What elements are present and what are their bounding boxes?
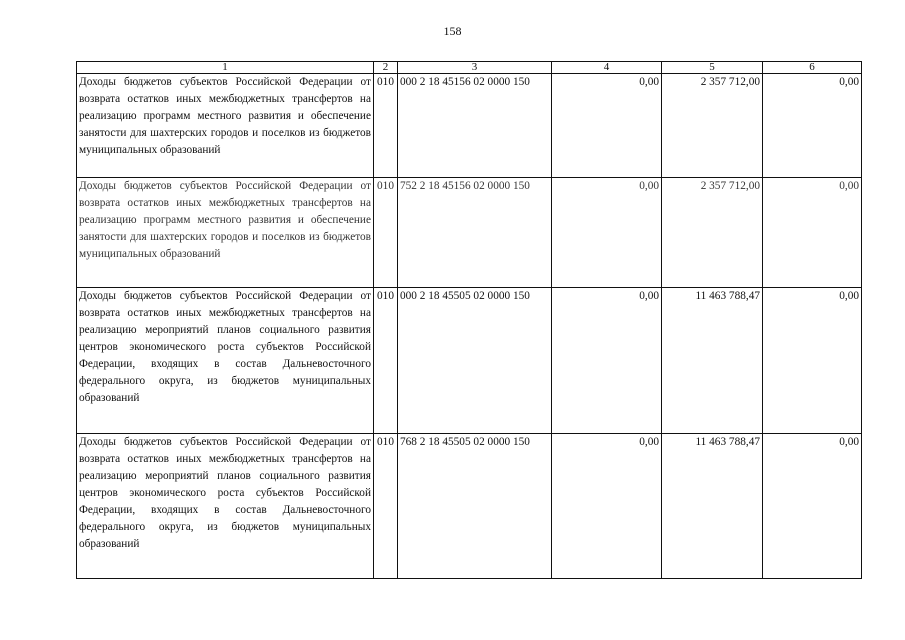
- page-number: 158: [443, 24, 462, 38]
- value-col5-cell: 2 357 712,00: [662, 74, 763, 178]
- budget-class-code-cell: 768 2 18 45505 02 0000 150: [398, 434, 552, 579]
- budget-table: [76, 61, 862, 579]
- budget-class-code-cell: 000 2 18 45156 02 0000 150: [398, 74, 552, 178]
- value-col6-cell: 0,00: [763, 74, 862, 178]
- line-code-cell: 010: [374, 288, 398, 434]
- value-col4-cell: 0,00: [552, 178, 662, 288]
- budget-class-code-cell: 000 2 18 45505 02 0000 150: [398, 288, 552, 434]
- table-row: [77, 178, 862, 288]
- value-col6-cell: 0,00: [763, 434, 862, 579]
- value-col5-cell: 2 357 712,00: [662, 178, 763, 288]
- value-col4-cell: 0,00: [552, 288, 662, 434]
- table-body: [77, 74, 862, 579]
- header-col-5: 5: [662, 62, 763, 74]
- value-col6-cell: 0,00: [763, 178, 862, 288]
- line-code-cell: 010: [374, 434, 398, 579]
- income-name-cell: Доходы бюджетов субъектов Российской Федерации от возврата остатков иных межбюджетных трансфертов на реализацию мероприятий планов социального развития центров экономического роста субъектов Российской Федерации, входящих в состав Дальневосточного федерального округа, из бюджетов муниципальных образований: [77, 288, 374, 434]
- value-col5-cell: 11 463 788,47: [662, 288, 763, 434]
- value-col5-cell: 11 463 788,47: [662, 434, 763, 579]
- income-name-cell: Доходы бюджетов субъектов Российской Федерации от возврата остатков иных межбюджетных трансфертов на реализацию программ местного развития и обеспечение занятости для шахтерских городов и поселков из бюджетов муниципальных образований: [77, 178, 374, 288]
- table-row: [77, 74, 862, 178]
- line-code-cell: 010: [374, 74, 398, 178]
- header-col-6: 6: [763, 62, 862, 74]
- header-col-1: 1: [77, 62, 374, 74]
- value-col6-cell: 0,00: [763, 288, 862, 434]
- table-row: [77, 288, 862, 434]
- budget-class-code-cell: 752 2 18 45156 02 0000 150: [398, 178, 552, 288]
- value-col4-cell: 0,00: [552, 74, 662, 178]
- header-col-2: 2: [374, 62, 398, 74]
- income-name-cell: Доходы бюджетов субъектов Российской Федерации от возврата остатков иных межбюджетных трансфертов на реализацию программ местного развития и обеспечение занятости для шахтерских городов и поселков из бюджетов муниципальных образований: [77, 74, 374, 178]
- table-row: [77, 434, 862, 579]
- header-row: [77, 62, 862, 74]
- table-header: [77, 62, 862, 74]
- line-code-cell: 010: [374, 178, 398, 288]
- value-col4-cell: 0,00: [552, 434, 662, 579]
- income-name-cell: Доходы бюджетов субъектов Российской Федерации от возврата остатков иных межбюджетных трансфертов на реализацию мероприятий планов социального развития центров экономического роста субъектов Российской Федерации, входящих в состав Дальневосточного федерального округа, из бюджетов муниципальных образований: [77, 434, 374, 579]
- header-col-3: 3: [398, 62, 552, 74]
- header-col-4: 4: [552, 62, 662, 74]
